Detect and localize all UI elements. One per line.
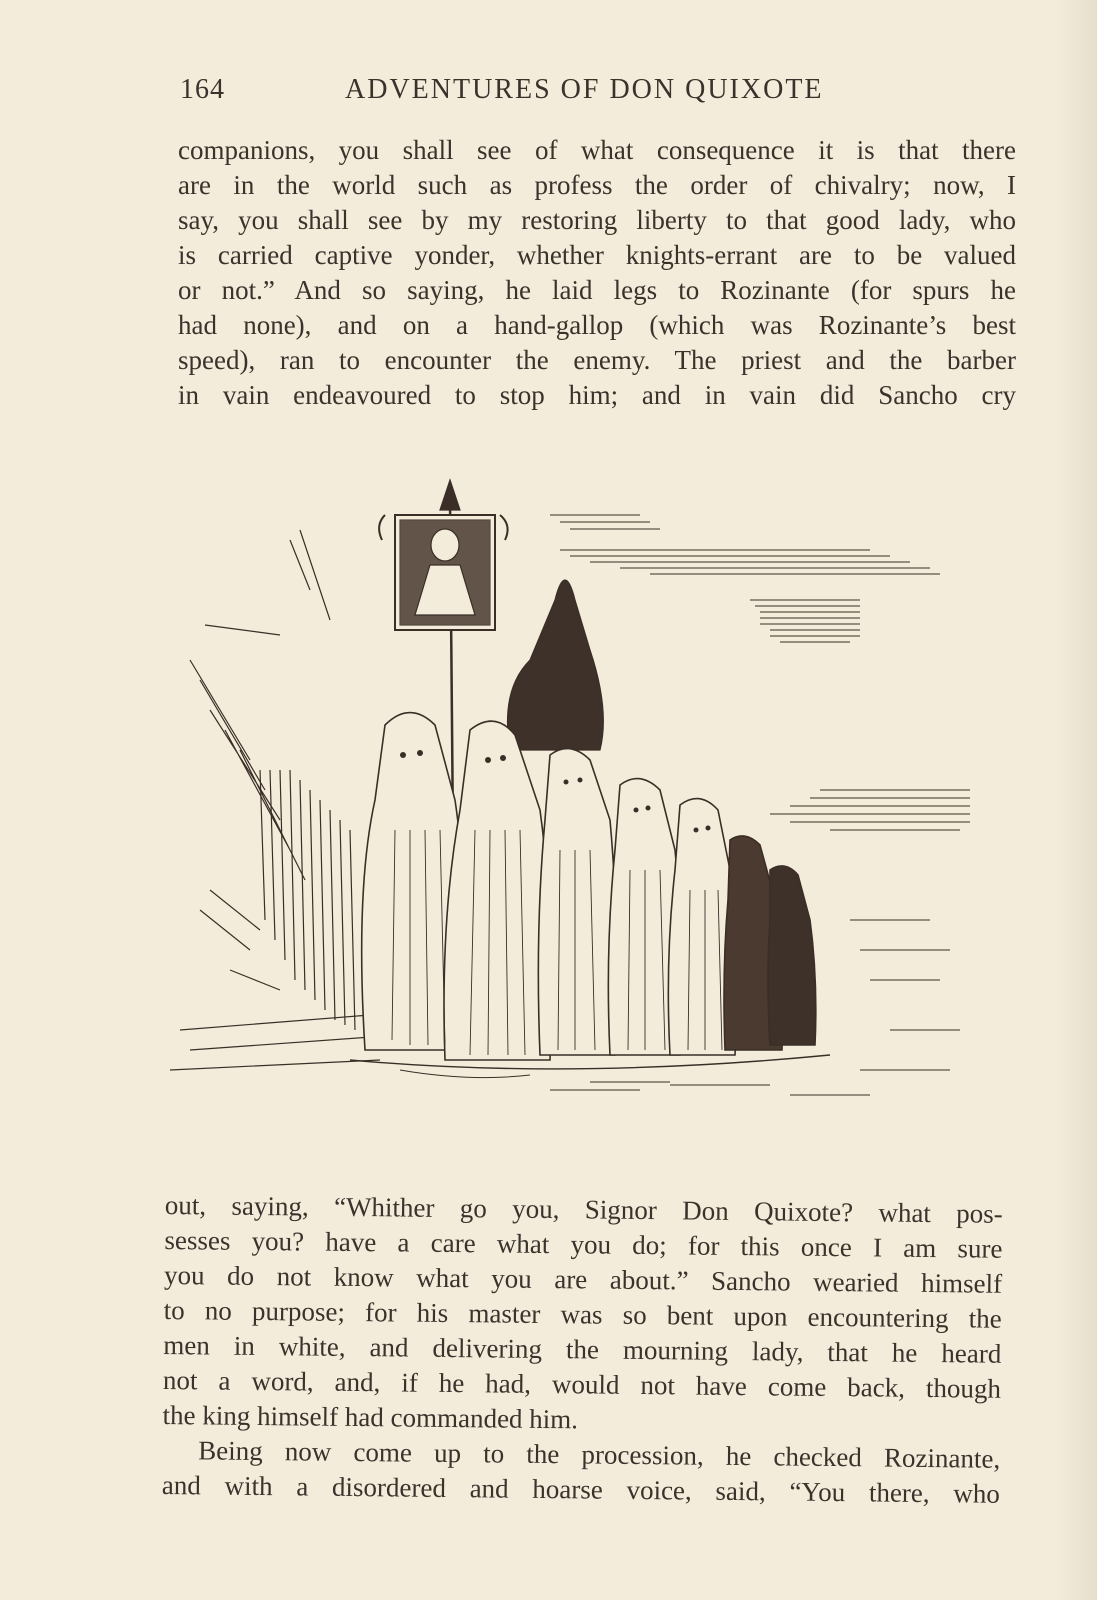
- hooded-penitents: [362, 713, 816, 1061]
- text-line: and with a disordered and hoarse voice, said, “You there, who: [161, 1469, 1001, 1509]
- running-title: ADVENTURES OF DON QUIXOTE: [345, 74, 824, 105]
- text-line: speed), ran to encounter the enemy. The priest and the barber: [178, 345, 1016, 375]
- text-line: say, you shall see by my restoring liberty to that good lady, who: [178, 205, 1016, 235]
- engraving-illustration: [170, 470, 970, 1130]
- dark-robed-figure: [508, 580, 604, 750]
- text-line: had none), and on a hand-gallop (which was Rozinante’s best: [178, 310, 1016, 340]
- text-line: companions, you shall see of what consequence it is that there: [178, 135, 1016, 165]
- page-number: 164: [180, 74, 225, 105]
- page-edge-shadow: [1057, 0, 1097, 1600]
- text-line: to no purpose; for his master was so bent upon encountering the: [163, 1294, 1002, 1334]
- text-line: sesses you? have a care what you do; for this once I am sure: [164, 1224, 1003, 1264]
- procession-engraving: [170, 470, 970, 1130]
- text-line: not a word, and, if he had, would not have come back, though: [162, 1364, 1002, 1404]
- text-line: men in white, and delivering the mourning lady, that he heard: [163, 1329, 1002, 1369]
- text-line: are in the world such as profess the order of chivalry; now, I: [178, 170, 1016, 200]
- text-line: is carried captive yonder, whether knights-errant are to be valued: [178, 240, 1016, 270]
- text-line: or not.” And so saying, he laid legs to Rozinante (for spurs he: [178, 275, 1016, 305]
- page-header: [180, 74, 1010, 114]
- ground-line: [350, 1055, 830, 1069]
- top-paragraph: [178, 133, 1016, 413]
- text-line: out, saying, “Whither go you, Signor Don Quixote? what pos-: [164, 1189, 1003, 1229]
- text-line: in vain endeavoured to stop him; and in vain did Sancho cry: [178, 380, 1016, 410]
- text-line: the king himself had commanded him.: [162, 1399, 579, 1435]
- bottom-text: [162, 1188, 1003, 1512]
- text-line: you do not know what you are about.” Sancho wearied himself: [163, 1259, 1003, 1299]
- text-line: Being now come up to the procession, he checked Rozinante,: [198, 1435, 1001, 1474]
